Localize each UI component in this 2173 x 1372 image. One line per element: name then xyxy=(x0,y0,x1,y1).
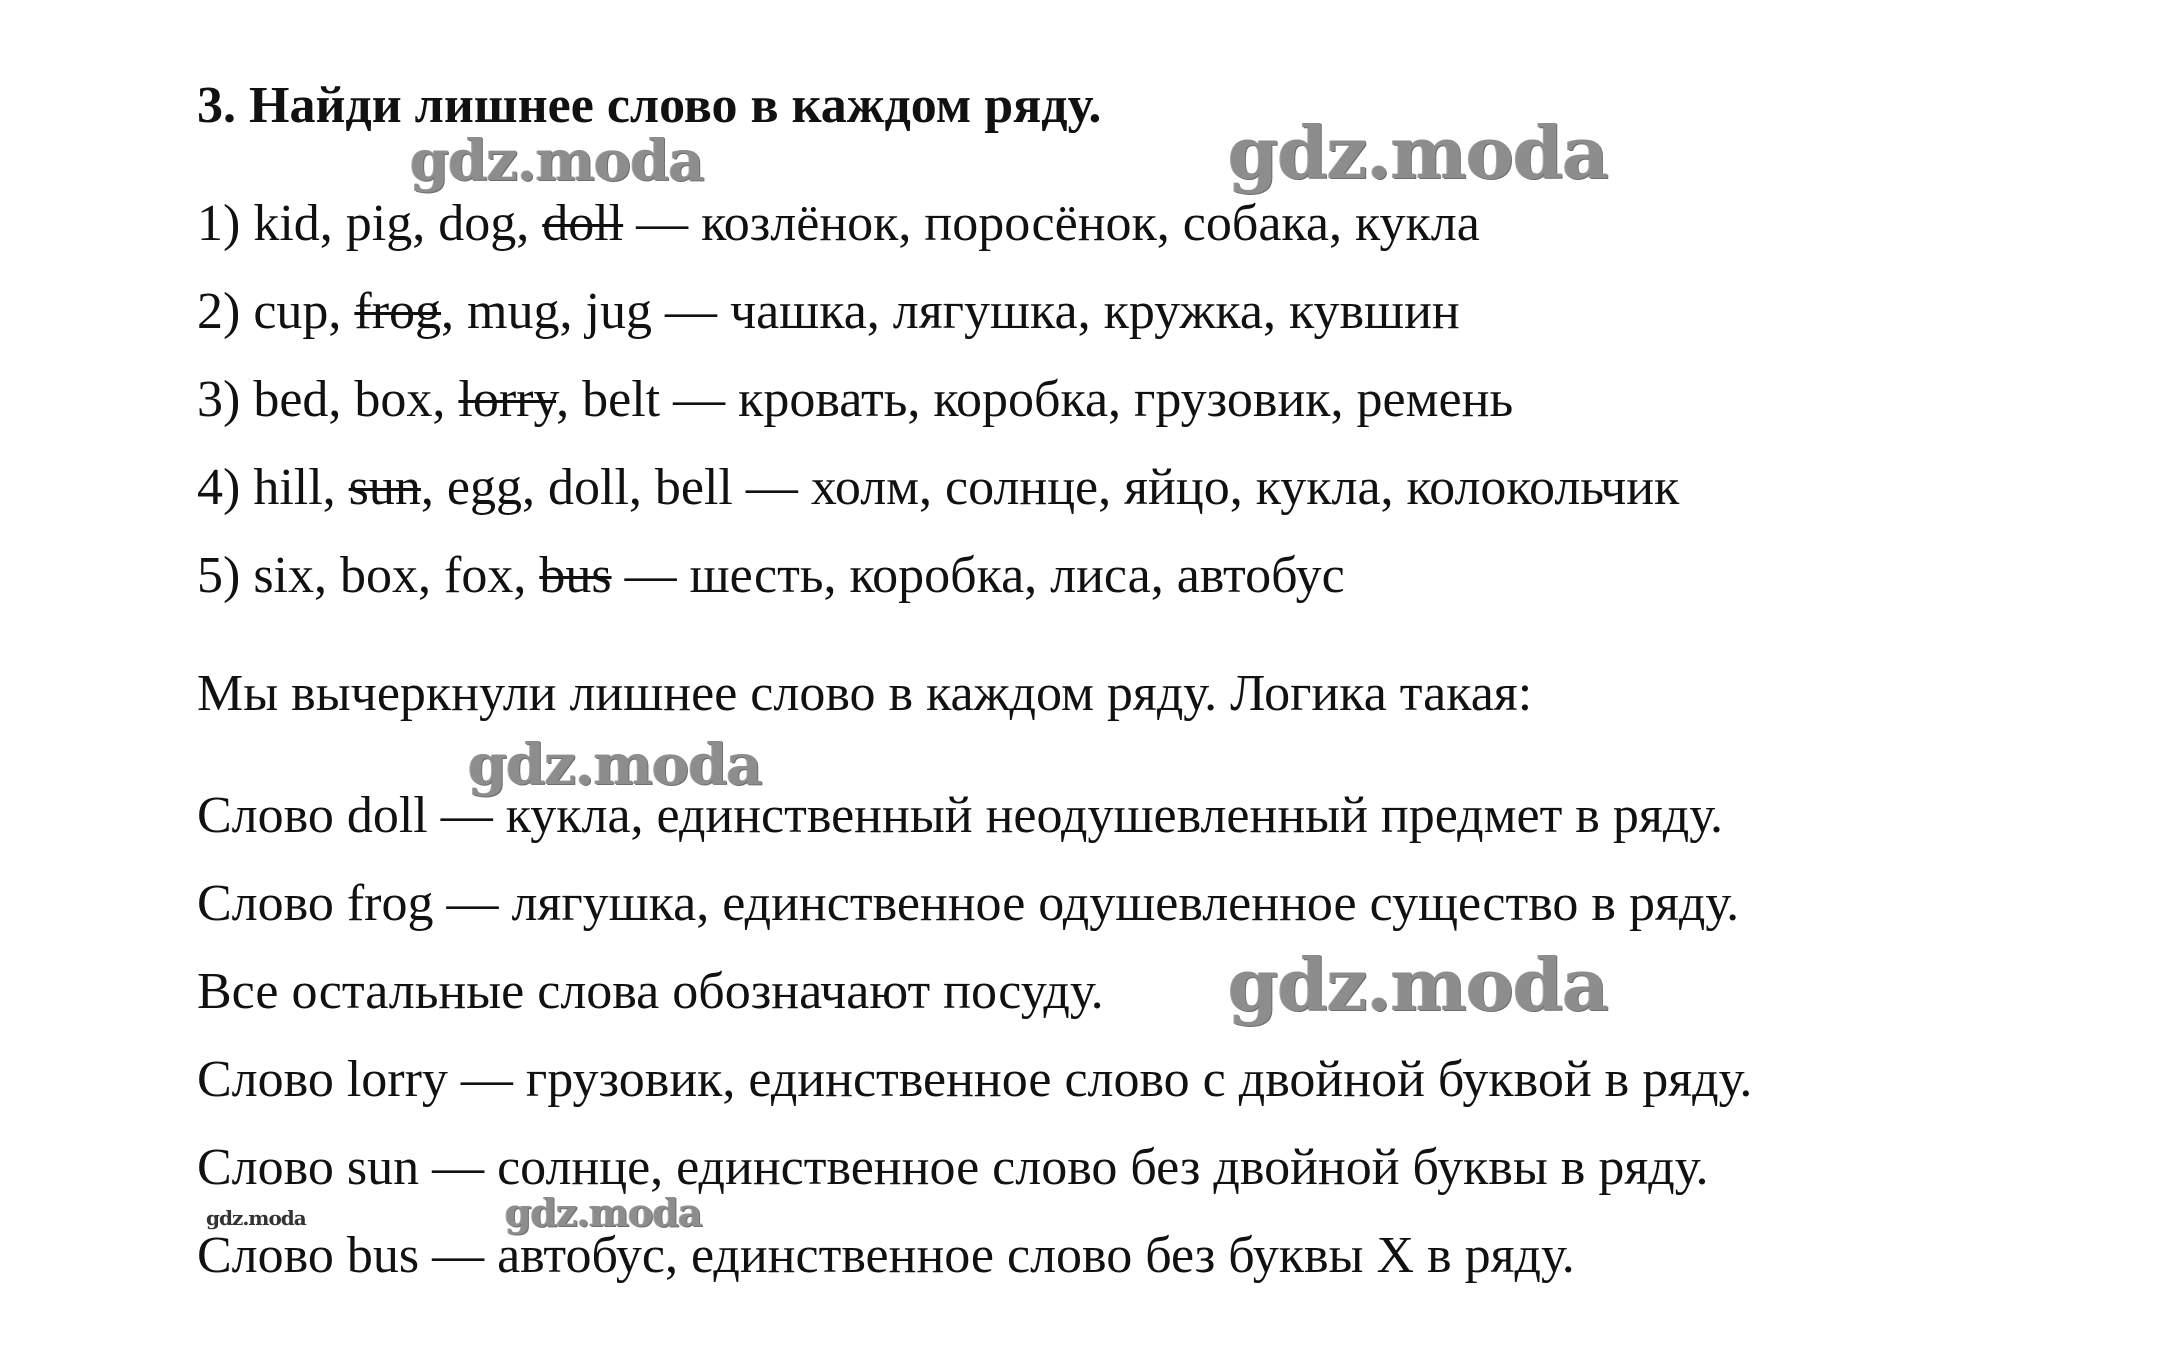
explanation-intro: Мы вычеркнули лишнее слово в каждом ряду. Логика такая: xyxy=(197,665,1533,722)
watermark: gdz.moda xyxy=(1228,942,1608,1027)
row-suffix: — шесть, коробка, лиса, автобус xyxy=(611,547,1345,604)
explanation-line-5: Слово sun — солнце, единственное слово без двойной буквы в ряду. xyxy=(197,1139,1709,1196)
watermark: gdz.moda xyxy=(505,1190,702,1235)
struck-word: frog xyxy=(354,283,442,340)
task-row-3 xyxy=(197,371,1514,428)
row-prefix: 2) cup, xyxy=(197,283,355,340)
watermark: gdz.moda xyxy=(206,1206,306,1230)
explanation-line-1: Слово doll — кукла, единственный неодушевленный предмет в ряду. xyxy=(197,787,1724,844)
row-prefix: 1) kid, pig, dog, xyxy=(197,195,543,252)
task-heading: 3. Найди лишнее слово в каждом ряду. xyxy=(197,77,1102,134)
explanation-line-4: Слово lorry — грузовик, единственное слово с двойной буквой в ряду. xyxy=(197,1051,1753,1108)
watermark: gdz.moda xyxy=(410,128,704,194)
row-prefix: 4) hill, xyxy=(197,459,349,516)
row-suffix: , belt — кровать, коробка, грузовик, ремень xyxy=(556,371,1514,428)
task-row-2 xyxy=(197,283,1460,340)
task-row-5 xyxy=(197,547,1345,604)
row-prefix: 5) six, box, fox, xyxy=(197,547,540,604)
struck-word: sun xyxy=(348,459,421,516)
explanation-line-3: Все остальные слова обозначают посуду. xyxy=(197,963,1104,1020)
row-prefix: 3) bed, box, xyxy=(197,371,459,428)
struck-word: doll xyxy=(542,195,624,252)
struck-word: bus xyxy=(539,547,612,604)
task-row-1 xyxy=(197,195,1480,252)
explanation-line-6: Слово bus — автобус, единственное слово без буквы X в ряду. xyxy=(197,1227,1575,1284)
explanation-line-2: Слово frog — лягушка, единственное одушевленное существо в ряду. xyxy=(197,875,1740,932)
row-suffix: , mug, jug — чашка, лягушка, кружка, кувшин xyxy=(441,283,1460,340)
watermark: gdz.moda xyxy=(468,732,762,798)
task-row-4 xyxy=(197,459,1680,516)
struck-word: lorry xyxy=(458,371,557,428)
row-suffix: — козлёнок, поросёнок, собака, кукла xyxy=(623,195,1480,252)
watermark: gdz.moda xyxy=(1228,110,1608,195)
row-suffix: , egg, doll, bell — холм, солнце, яйцо, кукла, колокольчик xyxy=(420,459,1680,516)
